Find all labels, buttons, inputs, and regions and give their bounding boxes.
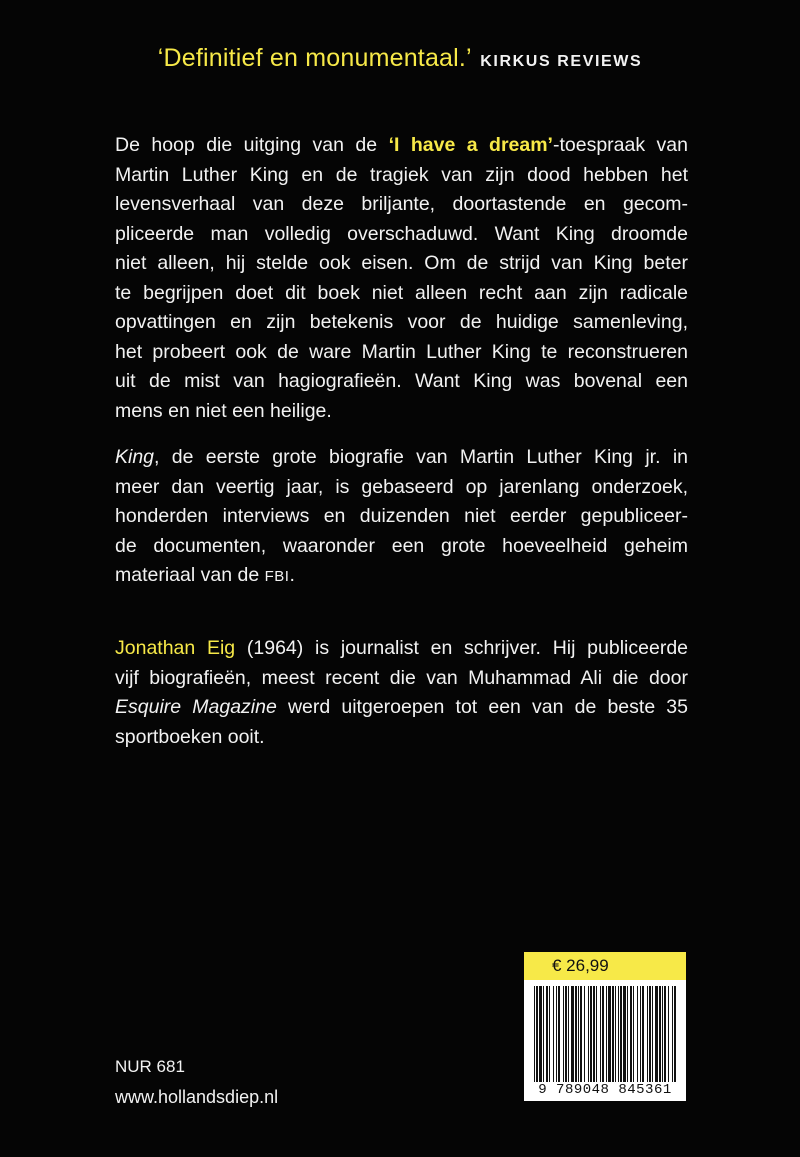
p1-line-10: mens en niet een heilige. [115, 399, 332, 422]
barcode-bar [618, 986, 619, 1082]
barcode-bar [563, 986, 564, 1082]
barcode-bar [543, 986, 544, 1082]
p3-line-3-rest: werd uitgeroepen tot een van de beste 35 [276, 696, 688, 718]
barcode-bar [539, 986, 542, 1082]
p1-line-1-a: De hoop die uitging van de [115, 134, 389, 156]
barcode-bar [637, 986, 638, 1082]
book-title: King [115, 446, 155, 468]
barcode-bar [602, 986, 604, 1082]
barcode-bars [524, 980, 686, 1084]
barcode-bar [534, 986, 535, 1082]
p2-line-2: meer dan veertig jaar, is gebaseerd op jarenlang onderzoek, [115, 475, 688, 498]
barcode-bar [575, 986, 577, 1082]
barcode-bar [633, 986, 634, 1082]
quote-block [0, 44, 800, 73]
p2-line-3: honderden interviews en duizenden niet eerder gepubliceer- [115, 505, 688, 527]
barcode-bar [668, 986, 669, 1082]
p1-line-2: Martin Luther King en de tragiek van zijn dood hebben het [115, 163, 688, 186]
author-bio-paragraph [115, 634, 688, 752]
quote-source: KIRKUS REVIEWS [480, 53, 643, 70]
p2-line-5 [115, 561, 688, 592]
barcode-bar [620, 986, 622, 1082]
p2-line-1 [115, 443, 688, 473]
barcode-bar [659, 986, 661, 1082]
barcode-bar [556, 986, 557, 1082]
barcode-bar [642, 986, 644, 1082]
barcode-bar [672, 986, 673, 1082]
fbi-abbr: FBI [264, 568, 290, 585]
barcode-bar [549, 986, 550, 1082]
p3-line-2: vijf biografieën, meest recent die van Muhammad Ali die door [115, 666, 688, 689]
speech-title: ‘I have a dream’ [388, 134, 553, 156]
barcode-bar [571, 986, 574, 1082]
isbn-digits: 9 789048 845361 [524, 1082, 686, 1098]
description-paragraph-2 [115, 443, 688, 592]
barcode-bar [600, 986, 601, 1082]
p1-line-3: levensverhaal van deze briljante, doortastende en gecom- [115, 193, 688, 215]
p1-line-5: niet alleen, hij stelde ook eisen. Om de strijd van King beter [115, 252, 688, 274]
barcode-bar [596, 986, 597, 1082]
p1-line-1-c: -toespraak van [552, 134, 688, 156]
barcode [524, 980, 686, 1101]
p2-line-4: de documenten, waaronder een grote hoeveelheid geheim [115, 534, 688, 557]
p2-line-5-post: . [289, 564, 295, 586]
author-name: Jonathan Eig [115, 637, 236, 659]
description-paragraph-1 [115, 131, 688, 426]
nur-code: NUR 681 [115, 1057, 185, 1076]
barcode-bar [578, 986, 579, 1082]
barcode-bar [536, 986, 538, 1082]
p1-line-4: pliceerde man volledig overschaduwd. Want King droomde [115, 222, 688, 245]
barcode-bar [652, 986, 653, 1082]
barcode-bar [612, 986, 614, 1082]
barcode-bar [623, 986, 626, 1082]
barcode-bar [630, 986, 632, 1082]
p3-line-3 [115, 693, 688, 723]
barcode-bar [664, 986, 666, 1082]
barcode-bar [649, 986, 651, 1082]
barcode-bar [647, 986, 648, 1082]
p1-line-8: het probeert ook de ware Martin Luther King te reconstrueren [115, 340, 688, 363]
barcode-bar [584, 986, 585, 1082]
p2-line-1-rest: , de eerste grote biografie van Martin Luther King jr. in [154, 446, 688, 468]
barcode-bar [568, 986, 569, 1082]
p1-line-7: opvattingen en zijn betekenis voor de huidige samenleving, [115, 311, 688, 333]
publisher-website[interactable]: www.hollandsdiep.nl [115, 1087, 279, 1107]
p3-line-4: sportboeken ooit. [115, 725, 265, 748]
barcode-bar [593, 986, 595, 1082]
p1-line-6: te begrijpen doet dit boek niet alleen recht aan zijn radicale [115, 281, 688, 304]
barcode-bar [558, 986, 560, 1082]
barcode-bar [588, 986, 589, 1082]
barcode-bar [640, 986, 641, 1082]
barcode-bar [606, 986, 607, 1082]
p3-line-1-rest: (1964) is journalist en schrijver. Hij publiceerde [235, 637, 689, 659]
p1-line-9: uit de mist van hagiografieën. Want King was bovenal een [115, 370, 688, 392]
barcode-bar [655, 986, 658, 1082]
barcode-bar [553, 986, 554, 1082]
magazine-name: Esquire Magazine [115, 696, 277, 718]
barcode-bar [580, 986, 582, 1082]
barcode-bar [608, 986, 611, 1082]
p2-line-5-pre: materiaal van de [115, 564, 265, 586]
barcode-bar [627, 986, 628, 1082]
p1-line-1 [115, 131, 688, 161]
p3-line-1 [115, 634, 688, 664]
price-label: € 26,99 [524, 952, 686, 980]
barcode-bar [590, 986, 592, 1082]
barcode-bar [662, 986, 663, 1082]
barcode-bar [565, 986, 567, 1082]
barcode-bar [546, 986, 548, 1082]
barcode-bar [615, 986, 616, 1082]
quote-text: ‘Definitief en monumentaal.’ [157, 44, 472, 72]
barcode-bar [674, 986, 676, 1082]
